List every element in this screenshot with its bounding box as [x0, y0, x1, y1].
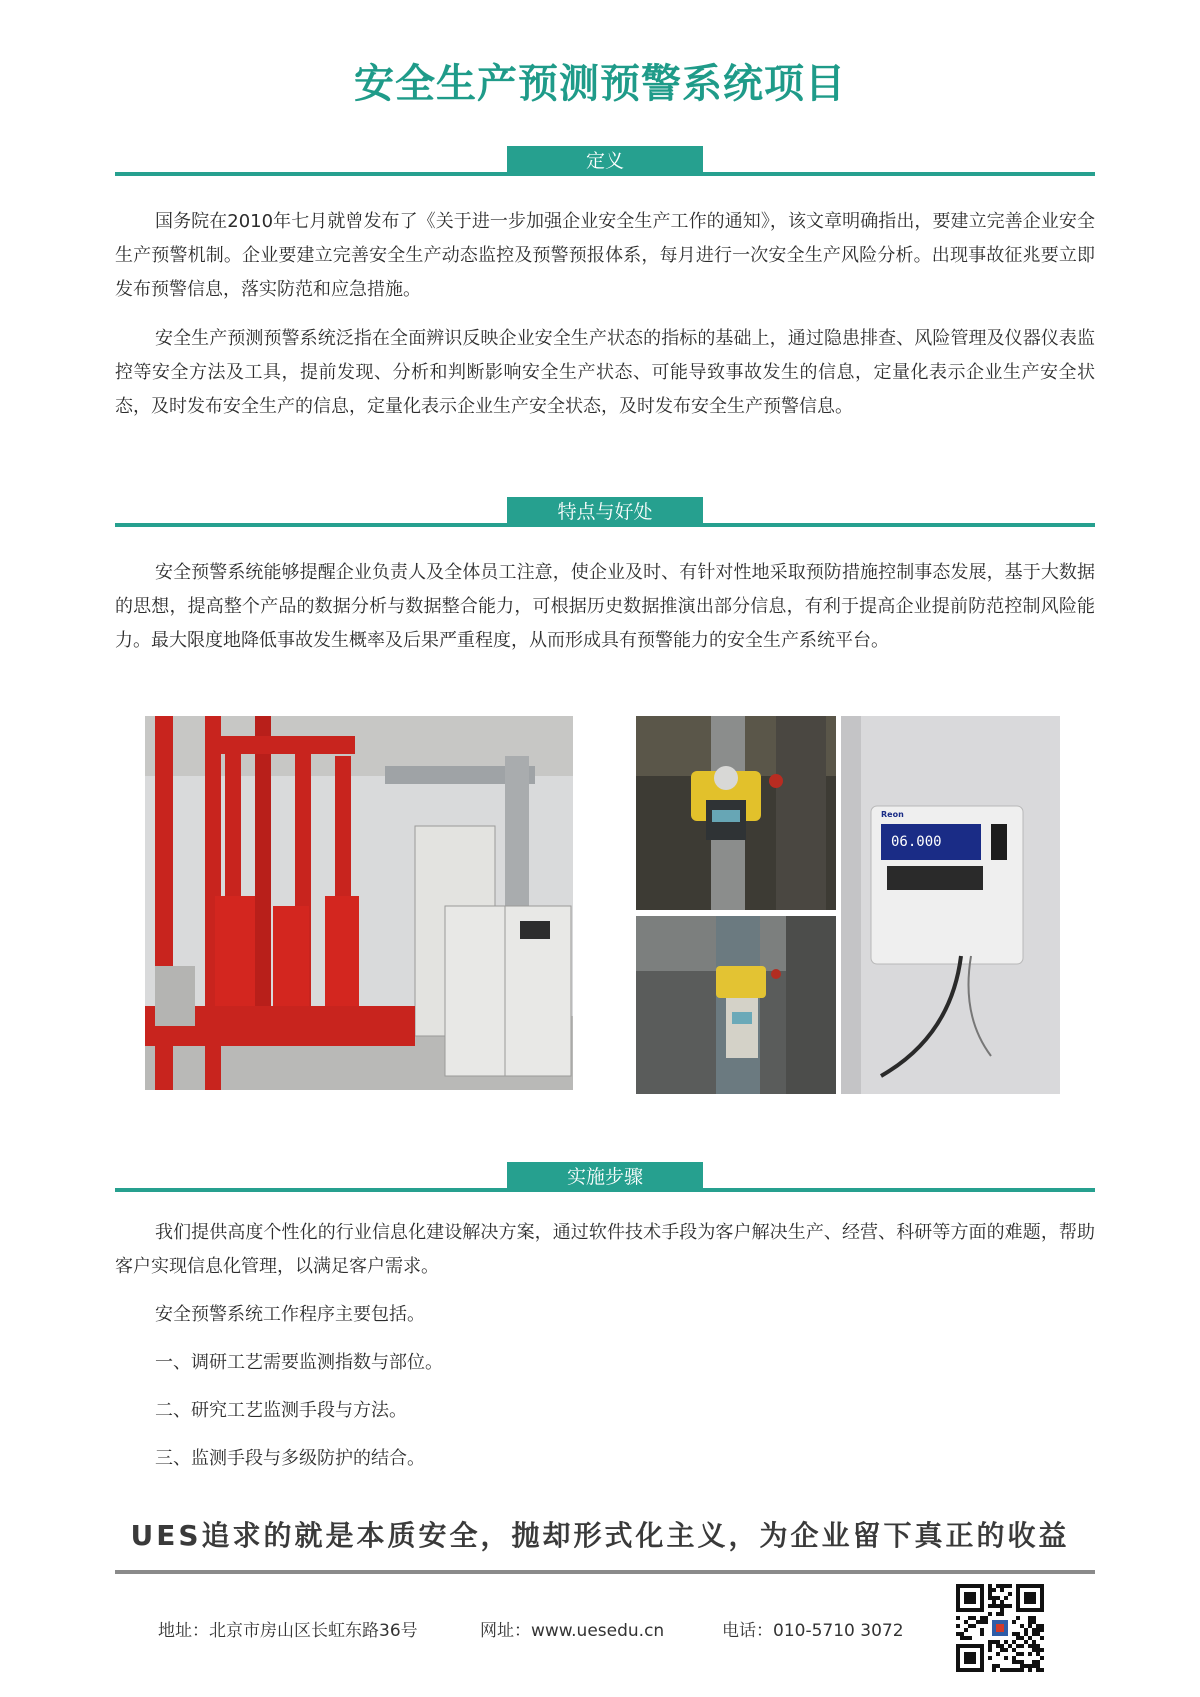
qr-code-icon: [956, 1584, 1044, 1672]
list-item: 一、调研工艺需要监测指数与部位。: [155, 1352, 443, 1373]
section-heading: 定义: [507, 146, 703, 176]
gas-detector-photo: [636, 716, 836, 910]
controller-reading: 06.000: [891, 834, 942, 850]
footer-phone: 电话：010-5710 3072: [722, 1621, 904, 1641]
section-header-features: [115, 487, 1095, 527]
list-item: 二、研究工艺监测手段与方法。: [155, 1400, 407, 1421]
paragraph: 安全生产预测预警系统泛指在全面辨识反映企业安全生产状态的指标的基础上，通过隐患排查、风险管理及仪器仪表监控等安全方法及工具，提前发现、分析和判断影响安全生产状态、可能导致事故发生的信息，定量化表示企业生产安全状态，及时发布安全生产的信息，定量化表示企业生产安全状态，及时发布安全生产预警信息。: [115, 328, 1095, 417]
paragraph: 安全预警系统工作程序主要包括。: [155, 1304, 425, 1325]
footer-website[interactable]: 网址：www.uesedu.cn: [480, 1621, 665, 1641]
paragraph: 安全预警系统能够提醒企业负责人及全体员工注意，使企业及时、有针对性地采取预防措施控制事态发展，基于大数据的思想，提高整个产品的数据分析与数据整合能力，可根据历史数据推演出部分信息，有利于提高企业提前防范控制风险能力。最大限度地降低事故发生概率及后果严重程度，从而形成具有预警能力的安全生产系统平台。: [115, 562, 1095, 651]
list-item: 三、监测手段与多级防护的结合。: [155, 1448, 425, 1469]
controller-brand-label: Reon: [881, 810, 904, 819]
fire-pump-room-photo: [145, 716, 573, 1090]
alarm-controller-photo: [841, 716, 1060, 1094]
footer-address: 地址：北京市房山区长虹东路36号: [158, 1621, 418, 1641]
paragraph: 国务院在2010年七月就曾发布了《关于进一步加强企业安全生产工作的通知》，该文章明确指出，要建立完善企业安全生产预警机制。企业要建立完善安全生产动态监控及预警预报体系，每月进行一次安全生产风险分析。出现事故征兆要立即发布预警信息，落实防范和应急措施。: [115, 211, 1095, 300]
slogan: UES追求的就是本质安全，抛却形式化主义，为企业留下真正的收益: [130, 1519, 1070, 1552]
section-heading: 实施步骤: [507, 1162, 703, 1192]
section-header-definition: [115, 136, 1095, 176]
section-header-steps: [115, 1152, 1095, 1192]
section-heading: 特点与好处: [507, 497, 703, 527]
paragraph: 我们提供高度个性化的行业信息化建设解决方案，通过软件技术手段为客户解决生产、经营、科研等方面的难题，帮助客户实现信息化管理，以满足客户需求。: [115, 1222, 1095, 1277]
gas-detector-photo: [636, 916, 836, 1094]
footer-rule: [115, 1570, 1095, 1574]
page-title: 安全生产预测预警系统项目: [354, 61, 846, 107]
